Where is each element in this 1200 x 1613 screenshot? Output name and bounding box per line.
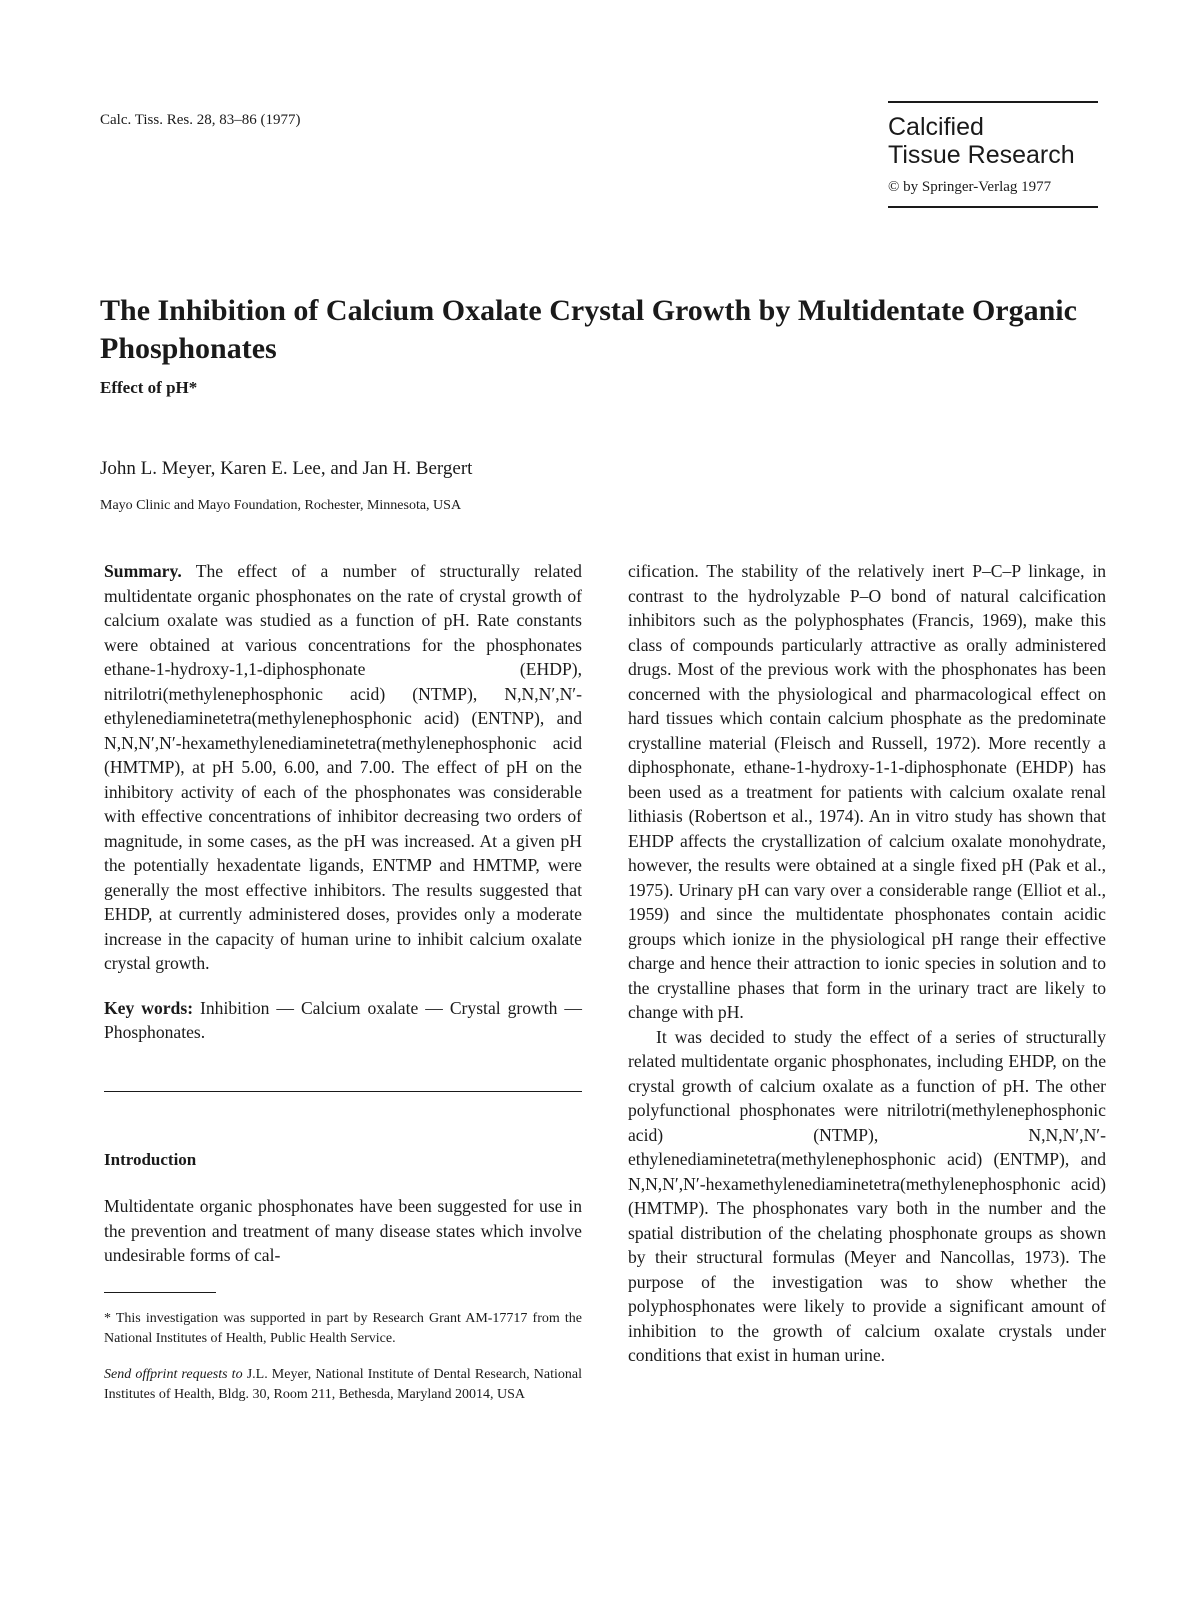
introduction-heading: Introduction <box>104 1149 197 1169</box>
journal-masthead <box>888 101 1098 208</box>
offprint-footnote <box>104 1365 582 1405</box>
section-divider <box>104 1091 582 1092</box>
funding-footnote: * This investigation was supported in part by Research Grant AM-17717 from the National Institutes of Health, Public Health Service. <box>104 1310 582 1346</box>
introduction-text: Multidentate organic phosphonates have been suggested for use in the prevention and treatment of many disease states which involve undesirable forms of cal- <box>104 1196 582 1265</box>
summary-paragraph <box>104 559 582 976</box>
article-subtitle: Effect of pH* <box>100 378 198 397</box>
offprint-label: Send offprint requests to <box>104 1366 243 1382</box>
author-list: John L. Meyer, Karen E. Lee, and Jan H. Bergert <box>100 458 473 479</box>
journal-name-line1: Calcified <box>888 113 984 141</box>
journal-name-line2: Tissue Research <box>888 141 1075 169</box>
footnote-divider <box>104 1292 216 1293</box>
keywords-paragraph <box>104 996 582 1045</box>
keywords-text: Inhibition — Calcium oxalate — Crystal growth — Phosphonates. <box>104 997 582 1042</box>
author-affiliation: Mayo Clinic and Mayo Foundation, Rochester, Minnesota, USA <box>100 498 462 513</box>
right-column <box>628 559 1106 1368</box>
study-aim-paragraph: It was decided to study the effect of a series of structurally related multidentate organic phosphonates, including EHDP, on the crystal growth of calcium oxalate as a function of pH. The other polyfunctional phosphonates were nitrilotri(methylenephosphonic acid) (NTMP), N,N,N′,N′-ethylenediaminetetra(methylenephosphonic acid) (ENTMP), and N,N,N′,N′-hexamethylenediaminetetra(methylenephosphonic acid) (HMTMP). The phosphonates vary both in the number and the spatial distribution of the chelating phosphonate groups as shown by their structural formulas (Meyer and Nancollas, 1973). The purpose of the investigation was to show whether the polyphosphonates were likely to provide a significant amount of inhibition to the growth of calcium oxalate crystals under conditions that exist in human urine. <box>628 1026 1106 1365</box>
left-column <box>104 559 582 1405</box>
masthead-bottom-rule <box>888 206 1098 208</box>
journal-citation: Calc. Tiss. Res. 28, 83–86 (1977) <box>100 112 301 128</box>
offprint-address: J.L. Meyer, National Institute of Dental Research, National Institutes of Health, Bldg. 30, Room 211, Bethesda, Maryland 20014, USA <box>104 1366 582 1402</box>
masthead-top-rule <box>888 101 1098 103</box>
article-title: The Inhibition of Calcium Oxalate Crystal Growth by Multidentate Organic Phosphonates <box>100 294 1077 365</box>
summary-label: Summary. <box>104 561 182 581</box>
keywords-label: Key words: <box>104 997 194 1018</box>
journal-name <box>888 113 1098 169</box>
copyright-notice: © by Springer-Verlag 1977 <box>888 179 1052 195</box>
introduction-continued-paragraph: cification. The stability of the relatively inert P–C–P linkage, in contrast to the hydrolyzable P–O bond of natural calcification inhibitors such as the polyphosphates (Francis, 1969), make this class of compounds particularly attractive as orally administered drugs. Most of the previous work with the phosphonates has been concerned with the physiological and pharmacological effect on hard tissues which contain calcium phosphate as the predominate crystalline material (Fleisch and Russell, 1972). More recently a diphosphonate, ethane-1-hydroxy-1-1-diphosphonate (EHDP) has been used as a treatment for patients with calcium oxalate renal lithiasis (Robertson et al., 1974). An in vitro study has shown that EHDP affects the crystallization of calcium oxalate monohydrate, however, the results were obtained at a single fixed pH (Pak et al., 1975). Urinary pH can vary over a considerable range (Elliot et al., 1959) and since the multidentate phosphonates contain acidic groups which ionize in the physiological pH range their effective charge and hence their attraction to ionic species in solution and to the crystalline phases that form in the urinary tract are likely to change with pH. <box>628 561 1106 1022</box>
summary-text: The effect of a number of structurally related multidentate organic phosphonates on the rate of crystal growth of calcium oxalate was studied as a function of pH. Rate constants were obtained at various concentrations for the phosphonates ethane-1-hydroxy-1,1-diphosphonate (EHDP), nitrilotri(methylenephosphonic acid) (NTMP), N,N,N′,N′-ethylenediaminetetra(methylenephosphonic acid) (ENTNP), and N,N,N′,N′-hexamethylenediaminetetra(methylenephosphonic acid (HMTMP), at pH 5.00, 6.00, and 7.00. The effect of pH on the inhibitory activity of each of the phosphonates was considerable with effective concentrations of inhibitor decreasing two orders of magnitude, in some cases, as the pH was increased. At a given pH the potentially hexadentate ligands, ENTMP and HMTMP, were generally the most effective inhibitors. The results suggested that EHDP, at currently administered doses, provides only a moderate increase in the capacity of human urine to inhibit calcium oxalate crystal growth. <box>104 561 582 973</box>
